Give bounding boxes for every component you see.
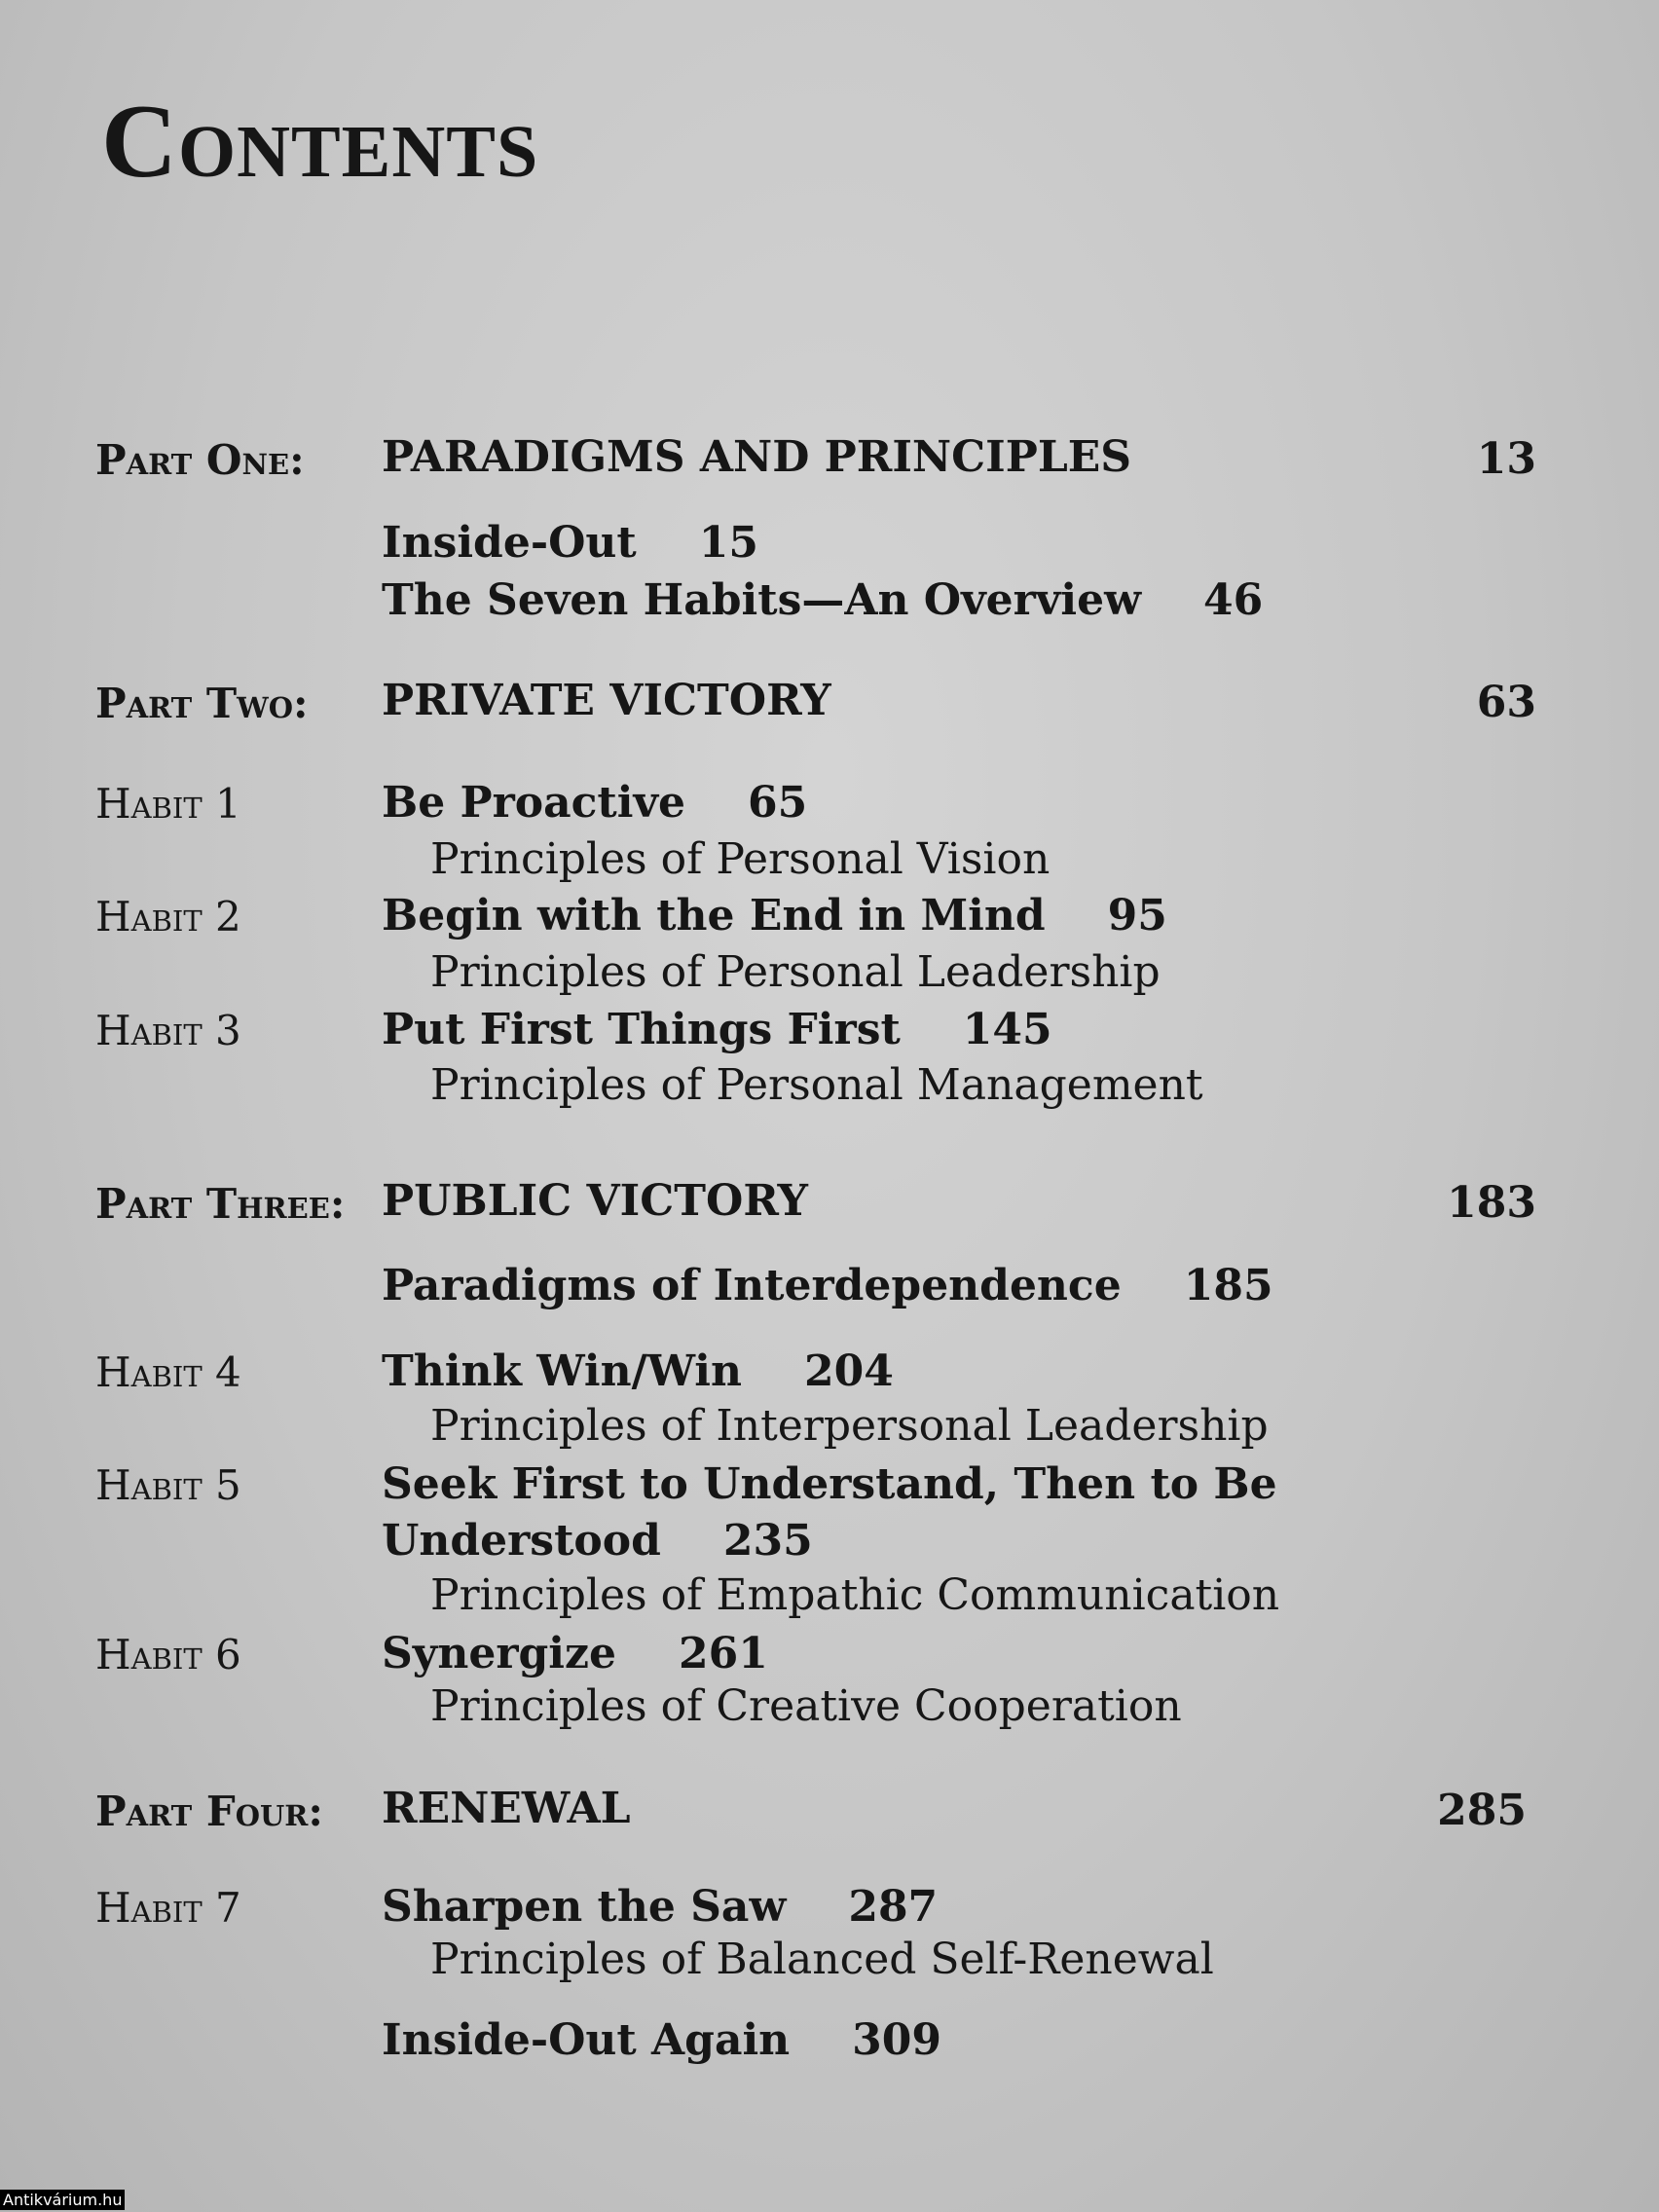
entry-inside-out-again — [382, 2015, 942, 2065]
watermark: Antikvárium.hu — [0, 2190, 125, 2210]
habit-page: 204 — [804, 1346, 894, 1396]
entry-inside-out — [382, 518, 758, 568]
habit-7-title — [382, 1882, 939, 1932]
habit-6-label: Habit 6 — [95, 1631, 241, 1678]
part-two-title: PRIVATE VICTORY — [382, 676, 831, 725]
part-four-title: RENEWAL — [382, 1784, 631, 1833]
habit-2-subtitle: Principles of Personal Leadership — [430, 947, 1161, 997]
part-three-page: 183 — [1447, 1178, 1536, 1228]
part-one-page: 13 — [1476, 434, 1536, 484]
habit-page: 261 — [678, 1629, 768, 1678]
habit-7-subtitle: Principles of Balanced Self-Renewal — [430, 1935, 1214, 1984]
habit-title: Sharpen the Saw — [382, 1882, 787, 1932]
habit-title: Put First Things First — [382, 1005, 901, 1054]
habit-title: Think Win/Win — [382, 1346, 743, 1396]
habit-page: 95 — [1107, 891, 1167, 940]
habit-6-title — [382, 1629, 768, 1678]
habit-6-subtitle: Principles of Creative Cooperation — [430, 1681, 1182, 1731]
habit-3-subtitle: Principles of Personal Management — [430, 1060, 1203, 1110]
entry-page: 46 — [1203, 575, 1264, 625]
entry-title: Paradigms of Interdependence — [382, 1261, 1122, 1310]
entry-page: 15 — [698, 518, 758, 568]
entry-page: 309 — [852, 2015, 942, 2065]
part-four-label: Part Four: — [95, 1788, 323, 1835]
part-one-label: Part One: — [95, 436, 305, 484]
entry-interdependence — [382, 1261, 1273, 1310]
entry-title: Inside-Out — [382, 518, 637, 568]
part-one-title: PARADIGMS AND PRINCIPLES — [382, 432, 1132, 482]
habit-1-title — [382, 778, 808, 828]
habit-4-subtitle: Principles of Interpersonal Leadership — [430, 1401, 1269, 1451]
habit-3-title — [382, 1005, 1052, 1054]
habit-5-title-cont — [382, 1516, 813, 1566]
habit-4-title — [382, 1346, 894, 1396]
habit-title: Synergize — [382, 1629, 616, 1678]
part-two-page: 63 — [1476, 678, 1536, 727]
habit-1-subtitle: Principles of Personal Vision — [430, 834, 1051, 884]
habit-title: Begin with the End in Mind — [382, 891, 1046, 940]
habit-title: Be Proactive — [382, 778, 686, 828]
part-two-label: Part Two: — [95, 680, 309, 727]
habit-5-label: Habit 5 — [95, 1461, 241, 1509]
part-four-page: 285 — [1437, 1786, 1527, 1835]
page-title: Contents — [101, 84, 539, 200]
habit-5-subtitle: Principles of Empathic Communication — [430, 1570, 1280, 1620]
entry-overview — [382, 575, 1264, 625]
habit-page: 235 — [722, 1516, 813, 1566]
entry-title: Inside-Out Again — [382, 2015, 791, 2065]
habit-3-label: Habit 3 — [95, 1007, 241, 1054]
habit-page: 287 — [848, 1882, 939, 1932]
habit-7-label: Habit 7 — [95, 1884, 241, 1932]
habit-page: 65 — [748, 778, 808, 828]
habit-page: 145 — [962, 1005, 1052, 1054]
entry-title: The Seven Habits—An Overview — [382, 575, 1142, 625]
habit-title: Understood — [382, 1516, 661, 1566]
entry-page: 185 — [1183, 1261, 1273, 1310]
habit-5-title: Seek First to Understand, Then to Be — [382, 1459, 1277, 1509]
part-three-title: PUBLIC VICTORY — [382, 1176, 808, 1226]
habit-2-title — [382, 891, 1167, 940]
habit-2-label: Habit 2 — [95, 893, 241, 940]
habit-4-label: Habit 4 — [95, 1348, 241, 1396]
part-three-label: Part Three: — [95, 1180, 346, 1228]
habit-1-label: Habit 1 — [95, 780, 241, 828]
